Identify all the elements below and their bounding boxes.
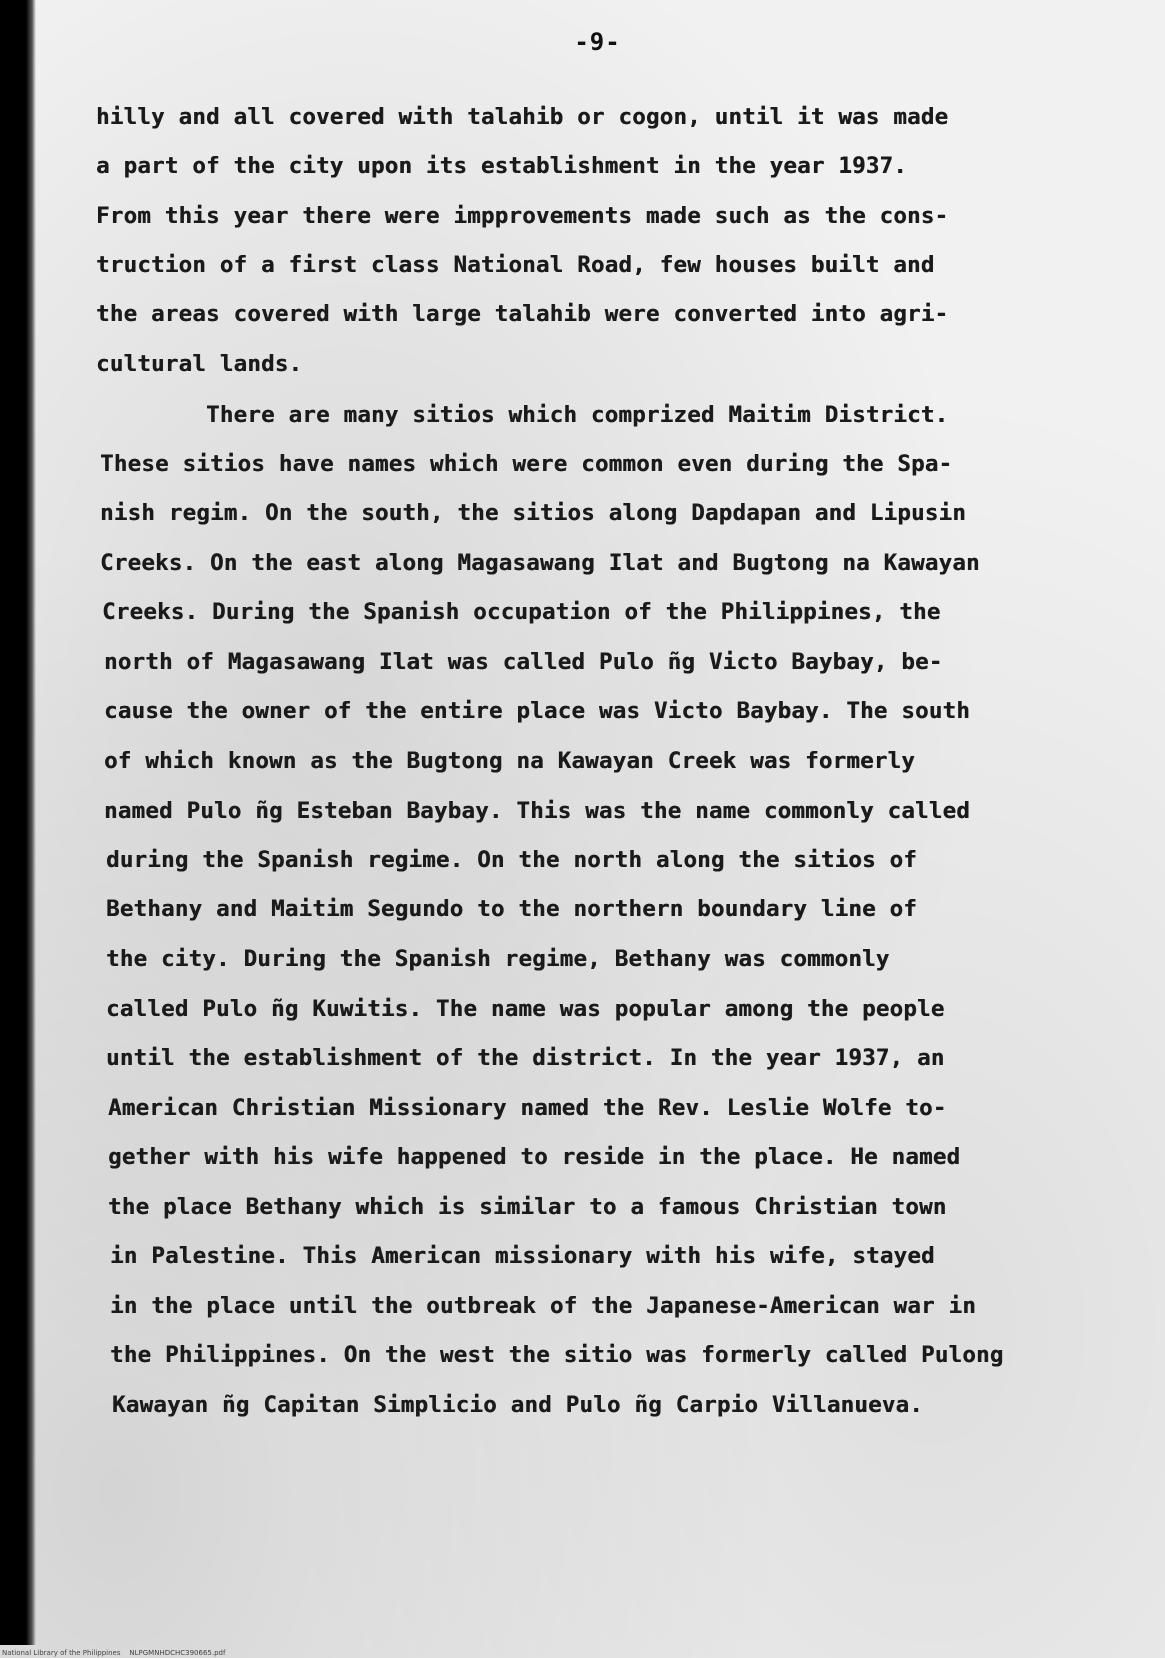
text-line-25: in the place until the outbreak of the Japanese-American war in [110,1293,977,1319]
text-line-8: These sitios have names which were common even during the Spa- [100,451,953,477]
text-line-20: until the establishment of the district. In the year 1937, an [106,1045,945,1071]
text-line-12: north of Magasawang Ilat was called Pulo ñg Victo Baybay, be- [104,649,943,675]
text-line-23: the place Bethany which is similar to a famous Christian town [108,1194,947,1220]
text-line-11: Creeks. During the Spanish occupation of the Philippines, the [102,599,941,625]
footer-source-note: National Library of the Philippines NLPGMNHDCHC390665.pdf [2,1649,226,1657]
text-line-17: Bethany and Maitim Segundo to the northern boundary line of [106,896,918,922]
text-line-1: hilly and all covered with talahib or cogon, until it was made [96,104,949,130]
text-line-19: called Pulo ñg Kuwitis. The name was popular among the people [106,996,945,1022]
text-line-13: cause the owner of the entire place was Victo Baybay. The south [104,698,971,724]
page-number: -9- [574,28,621,56]
text-line-7: There are many sitios which comprized Maitim District. [206,402,949,428]
text-line-4: truction of a first class National Road, few houses built and [96,252,935,278]
text-line-22: gether with his wife happened to reside in the place. He named [108,1144,961,1170]
text-line-6: cultural lands. [96,351,303,377]
text-line-9: nish regim. On the south, the sitios along Dapdapan and Lipusin [100,500,967,526]
text-line-15: named Pulo ñg Esteban Baybay. This was the name commonly called [104,798,971,824]
text-line-24: in Palestine. This American missionary with his wife, stayed [110,1243,935,1269]
text-line-10: Creeks. On the east along Magasawang Ilat and Bugtong na Kawayan [100,550,980,576]
text-line-18: the city. During the Spanish regime, Bethany was commonly [106,946,890,972]
text-line-27: Kawayan ñg Capitan Simplicio and Pulo ñg Carpio Villanueva. [112,1392,924,1418]
text-line-14: of which known as the Bugtong na Kawayan Creek was formerly [104,748,916,774]
text-line-26: the Philippines. On the west the sitio was formerly called Pulong [110,1342,1004,1368]
text-line-16: during the Spanish regime. On the north along the sitios of [106,847,918,873]
text-line-3: From this year there were impprovements made such as the cons- [96,203,949,229]
text-line-2: a part of the city upon its establishment in the year 1937. [96,153,908,179]
scan-edge-shadow [0,0,36,1645]
text-line-21: American Christian Missionary named the Rev. Leslie Wolfe to- [108,1095,947,1121]
text-line-5: the areas covered with large talahib were converted into agri- [96,301,949,327]
